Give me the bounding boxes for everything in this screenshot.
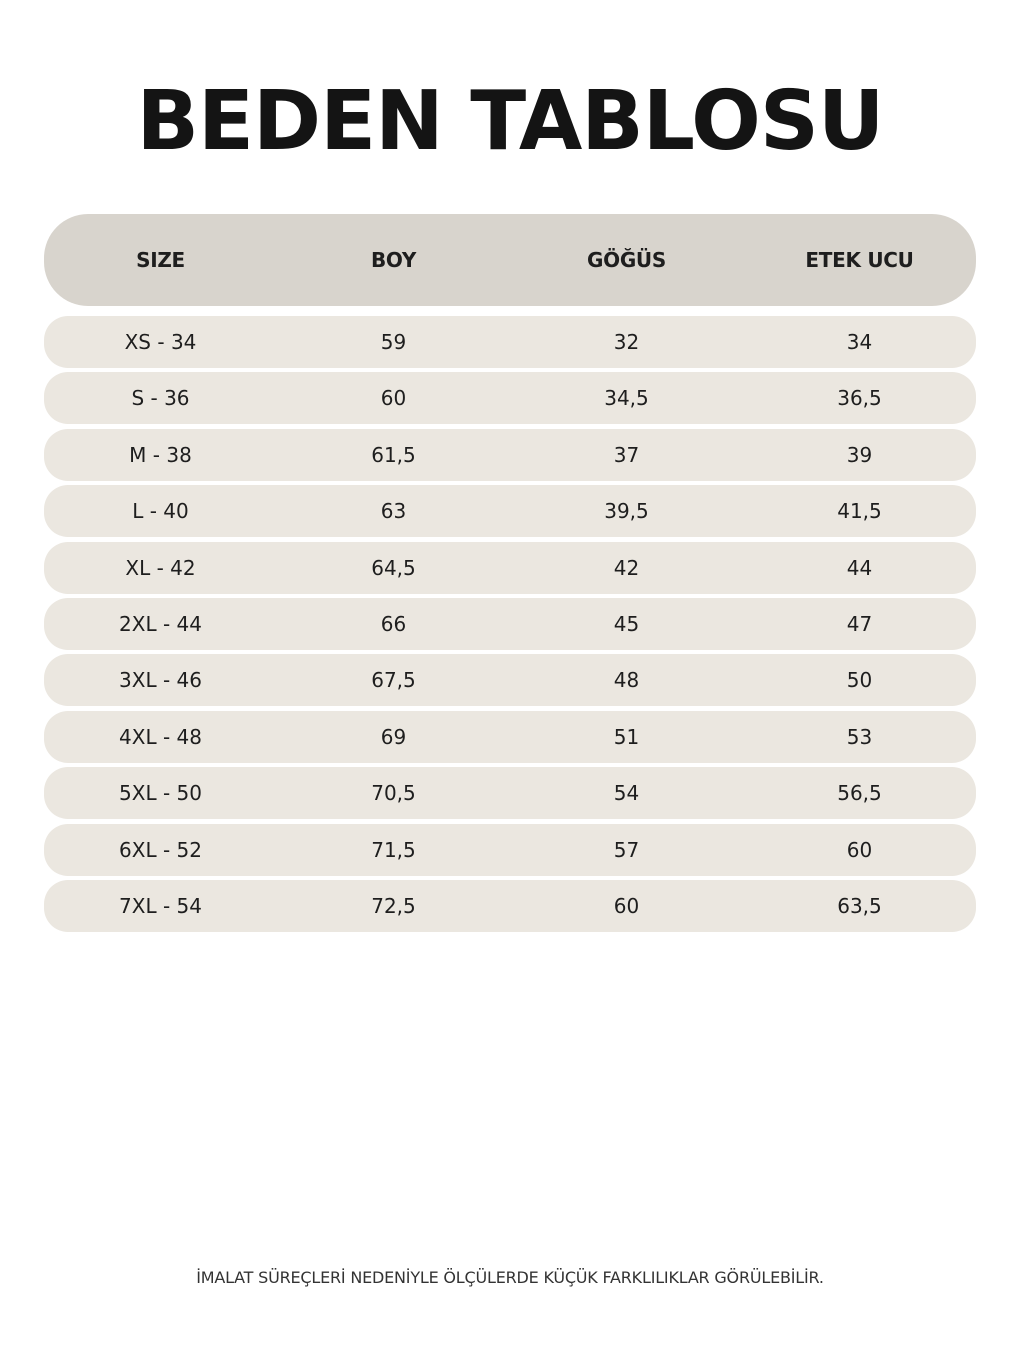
table-row [44,880,976,932]
cell-etek-ucu: 56,5 [837,781,882,806]
size-table [44,214,976,936]
cell-size: M - 38 [129,442,192,467]
cell-size: 5XL - 50 [119,781,202,806]
cell-etek-ucu: 53 [846,724,873,749]
cell-gogus: 54 [613,781,640,806]
cell-gogus: 42 [613,555,640,580]
cell-etek-ucu: 39 [846,442,873,467]
header-gogus: GÖĞÜS [587,248,666,272]
cell-boy: 71,5 [371,837,416,862]
cell-etek-ucu: 47 [846,611,873,636]
header-etek-ucu: ETEK UCU [805,248,914,272]
cell-boy: 69 [380,724,407,749]
table-header-row [44,214,976,306]
cell-etek-ucu: 50 [846,668,873,693]
cell-etek-ucu: 36,5 [837,386,882,411]
cell-size: 7XL - 54 [119,893,202,918]
cell-size: 2XL - 44 [119,611,202,636]
table-body [44,316,976,932]
cell-boy: 64,5 [371,555,416,580]
table-row [44,711,976,763]
cell-etek-ucu: 60 [846,837,873,862]
table-row [44,372,976,424]
cell-boy: 66 [380,611,407,636]
cell-gogus: 34,5 [604,386,649,411]
table-row [44,654,976,706]
table-row [44,429,976,481]
cell-etek-ucu: 41,5 [837,499,882,524]
cell-boy: 60 [380,386,407,411]
cell-size: L - 40 [132,499,189,524]
cell-size: XS - 34 [124,330,197,354]
cell-size: 4XL - 48 [119,724,202,749]
cell-size: 6XL - 52 [119,837,202,862]
table-row [44,316,976,368]
cell-etek-ucu: 44 [846,555,873,580]
cell-gogus: 48 [613,668,640,693]
cell-boy: 59 [380,330,407,354]
footer-note: İMALAT SÜREÇLERİ NEDENİYLE ÖLÇÜLERDE KÜÇÜK FARKLILIKLAR GÖRÜLEBİLİR. [196,1268,824,1287]
cell-gogus: 60 [613,893,640,918]
header-size: SIZE [136,248,185,272]
header-boy: BOY [370,248,417,272]
cell-gogus: 32 [613,330,640,354]
cell-boy: 63 [380,499,407,524]
cell-size: XL - 42 [125,555,196,580]
cell-boy: 61,5 [371,442,416,467]
table-row [44,542,976,594]
cell-boy: 70,5 [371,781,416,806]
table-row [44,824,976,876]
cell-etek-ucu: 34 [846,330,873,354]
cell-gogus: 39,5 [604,499,649,524]
cell-etek-ucu: 63,5 [837,893,882,918]
cell-gogus: 57 [613,837,640,862]
table-row [44,485,976,537]
table-row [44,767,976,819]
cell-gogus: 51 [613,724,640,749]
cell-size: S - 36 [131,386,190,411]
cell-gogus: 45 [613,611,640,636]
cell-boy: 72,5 [371,893,416,918]
cell-boy: 67,5 [371,668,416,693]
page-title: BEDEN TABLOSU [136,74,884,169]
cell-gogus: 37 [613,442,640,467]
cell-size: 3XL - 46 [119,668,202,693]
table-row [44,598,976,650]
